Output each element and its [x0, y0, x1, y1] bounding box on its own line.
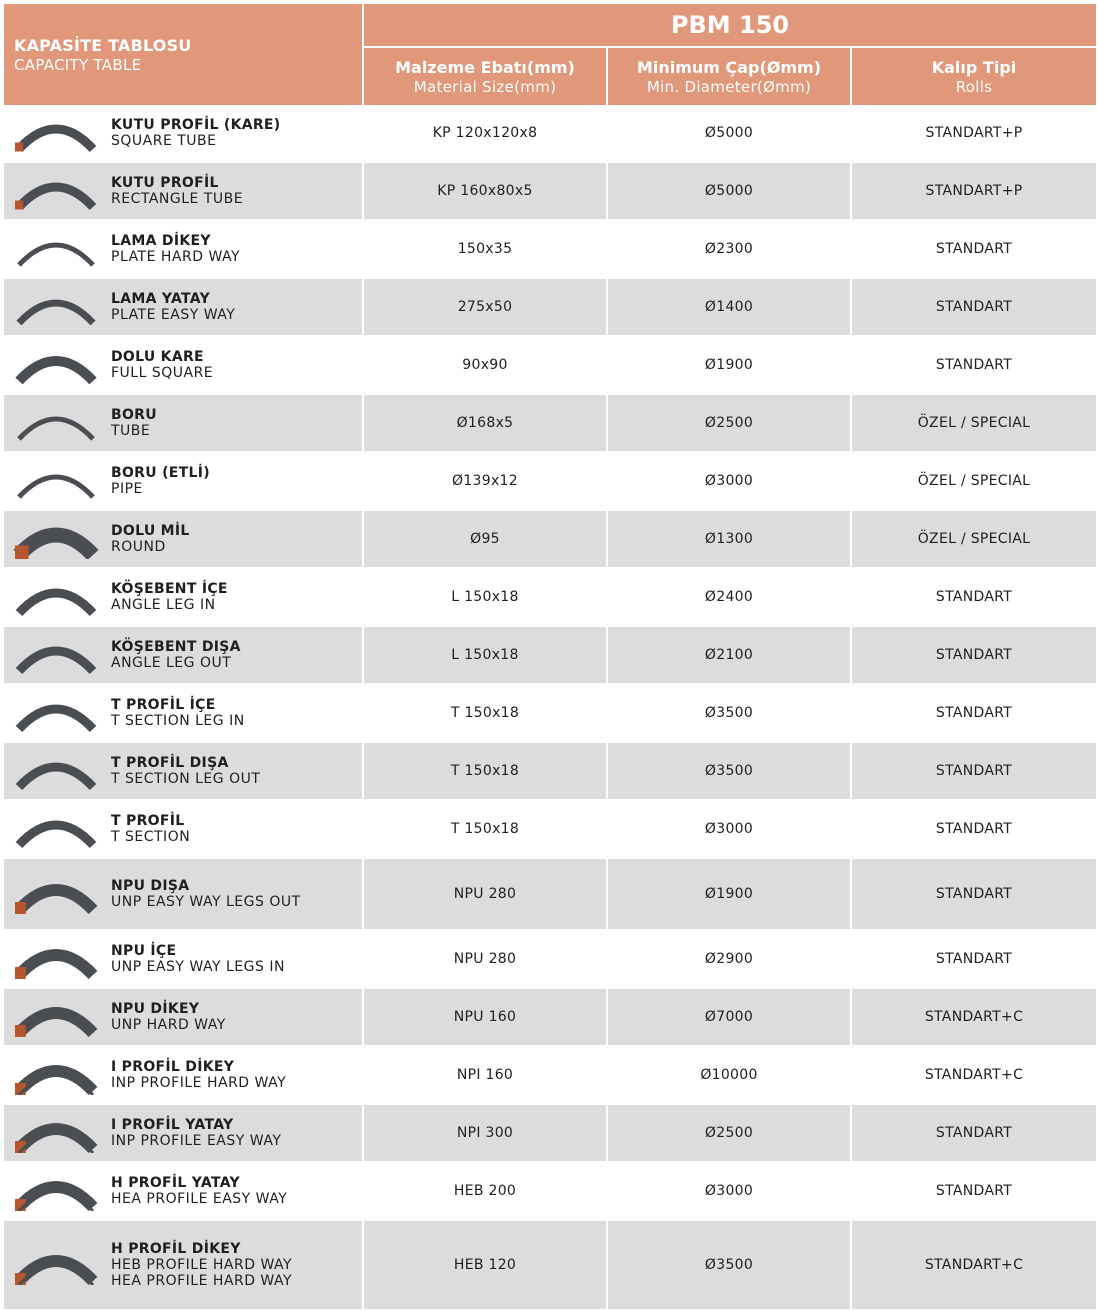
profile-name-en: ANGLE LEG IN — [111, 597, 216, 613]
min-diameter-cell: Ø7000 — [608, 989, 850, 1047]
table-row — [4, 743, 1096, 801]
min-diameter-cell: Ø1900 — [608, 859, 850, 931]
machine-model: PBM 150 — [364, 4, 1096, 48]
profile-name-tr: NPU DIŞA — [111, 878, 190, 894]
profile-name-en: T SECTION LEG OUT — [111, 771, 261, 787]
table-row — [4, 453, 1096, 511]
min-diameter-cell: Ø3500 — [608, 743, 850, 801]
material-size-cell: NPI 160 — [364, 1047, 606, 1105]
profile-name-tr: LAMA YATAY — [111, 291, 211, 307]
profile-cell — [4, 801, 362, 859]
full-square-arc-icon — [13, 345, 99, 385]
roll-type-cell: ÖZEL / SPECIAL — [852, 395, 1096, 453]
min-diameter-cell: Ø3000 — [608, 453, 850, 511]
material-size-cell: NPU 280 — [364, 859, 606, 931]
roll-type-cell: STANDART — [852, 1163, 1096, 1221]
roll-type-cell: STANDART+P — [852, 105, 1096, 163]
min-diameter-cell: Ø3000 — [608, 801, 850, 859]
profile-name-en: UNP HARD WAY — [111, 1017, 226, 1033]
profile-name-tr: DOLU KARE — [111, 349, 204, 365]
profile-name-tr: T PROFİL DIŞA — [111, 755, 229, 771]
profile-cell — [4, 221, 362, 279]
min-diameter-cell: Ø2400 — [608, 569, 850, 627]
angle-leg-in-arc-icon — [13, 577, 99, 617]
profile-name-en: RECTANGLE TUBE — [111, 191, 244, 207]
material-size-cell: 90x90 — [364, 337, 606, 395]
material-size-cell: KP 160x80x5 — [364, 163, 606, 221]
inp-hard-way-arc-icon — [13, 1055, 99, 1095]
material-size-cell: T 150x18 — [364, 685, 606, 743]
table-row — [4, 337, 1096, 395]
material-size-cell: Ø95 — [364, 511, 606, 569]
column-header-diameter-tr: Minimum Çap(Ømm) — [636, 57, 822, 77]
material-size-cell: T 150x18 — [364, 801, 606, 859]
round-bar-arc-icon — [13, 519, 99, 559]
roll-type-cell: STANDART+P — [852, 163, 1096, 221]
profile-name-en: ROUND — [111, 539, 166, 555]
capacity-table — [2, 4, 1098, 1311]
profile-name-tr: H PROFİL YATAY — [111, 1175, 240, 1191]
column-header-diameter — [608, 48, 850, 105]
table-row — [4, 859, 1096, 931]
material-size-cell: L 150x18 — [364, 569, 606, 627]
profile-name-tr: T PROFİL — [111, 813, 185, 829]
roll-type-cell: STANDART+C — [852, 1221, 1096, 1311]
column-header-size-en: Material Size(mm) — [413, 77, 557, 96]
min-diameter-cell: Ø2100 — [608, 627, 850, 685]
unp-legs-out-arc-icon — [13, 874, 99, 914]
profile-cell — [4, 453, 362, 511]
profile-name-en: HEA PROFILE EASY WAY — [111, 1191, 288, 1207]
t-section-arc-icon — [13, 809, 99, 849]
table-row — [4, 989, 1096, 1047]
material-size-cell: 150x35 — [364, 221, 606, 279]
profile-cell — [4, 105, 362, 163]
profile-name-tr: KUTU PROFİL (KARE) — [111, 117, 281, 133]
material-size-cell: L 150x18 — [364, 627, 606, 685]
min-diameter-cell: Ø5000 — [608, 105, 850, 163]
hea-easy-way-arc-icon — [13, 1171, 99, 1211]
material-size-cell: 275x50 — [364, 279, 606, 337]
material-size-cell: KP 120x120x8 — [364, 105, 606, 163]
roll-type-cell: STANDART — [852, 569, 1096, 627]
roll-type-cell: STANDART — [852, 221, 1096, 279]
profile-name-tr: I PROFİL DİKEY — [111, 1059, 235, 1075]
min-diameter-cell: Ø2300 — [608, 221, 850, 279]
table-title — [4, 4, 362, 105]
min-diameter-cell: Ø10000 — [608, 1047, 850, 1105]
plate-easy-way-arc-icon — [13, 287, 99, 327]
profile-cell — [4, 1105, 362, 1163]
inp-easy-way-arc-icon — [13, 1113, 99, 1153]
profile-cell — [4, 395, 362, 453]
table-row — [4, 569, 1096, 627]
material-size-cell: Ø139x12 — [364, 453, 606, 511]
profile-cell — [4, 1047, 362, 1105]
profile-name-tr: LAMA DİKEY — [111, 233, 211, 249]
roll-type-cell: ÖZEL / SPECIAL — [852, 453, 1096, 511]
profile-cell — [4, 989, 362, 1047]
table-row — [4, 395, 1096, 453]
profile-name-tr: BORU (ETLİ) — [111, 465, 210, 481]
profile-cell — [4, 627, 362, 685]
profile-name-en: ANGLE LEG OUT — [111, 655, 232, 671]
profile-name-tr: BORU — [111, 407, 157, 423]
min-diameter-cell: Ø2900 — [608, 931, 850, 989]
plate-hard-way-arc-icon — [13, 229, 99, 269]
profile-cell — [4, 279, 362, 337]
pipe-arc-icon — [13, 461, 99, 501]
min-diameter-cell: Ø1400 — [608, 279, 850, 337]
column-header-size — [364, 48, 606, 105]
profile-cell — [4, 1221, 362, 1311]
profile-name-tr: H PROFİL DİKEY — [111, 1241, 241, 1257]
table-row — [4, 931, 1096, 989]
min-diameter-cell: Ø1900 — [608, 337, 850, 395]
roll-type-cell: STANDART — [852, 627, 1096, 685]
column-header-rolls — [852, 48, 1096, 105]
material-size-cell: NPU 280 — [364, 931, 606, 989]
roll-type-cell: STANDART+C — [852, 989, 1096, 1047]
profile-name-en: INP PROFILE EASY WAY — [111, 1133, 282, 1149]
profile-cell — [4, 337, 362, 395]
tube-arc-icon — [13, 403, 99, 443]
min-diameter-cell: Ø2500 — [608, 395, 850, 453]
roll-type-cell: STANDART — [852, 1105, 1096, 1163]
min-diameter-cell: Ø3500 — [608, 685, 850, 743]
material-size-cell: HEB 200 — [364, 1163, 606, 1221]
profile-name-en: SQUARE TUBE — [111, 133, 217, 149]
profile-name-tr: I PROFİL YATAY — [111, 1117, 234, 1133]
table-row — [4, 1221, 1096, 1311]
roll-type-cell: STANDART — [852, 859, 1096, 931]
table-row — [4, 1163, 1096, 1221]
roll-type-cell: STANDART — [852, 685, 1096, 743]
min-diameter-cell: Ø3500 — [608, 1221, 850, 1311]
profile-name-en: PIPE — [111, 481, 143, 497]
rectangle-tube-arc-icon — [13, 171, 99, 211]
profile-cell — [4, 743, 362, 801]
profile-name-en: T SECTION — [111, 829, 191, 845]
profile-cell — [4, 859, 362, 931]
table-row — [4, 105, 1096, 163]
roll-type-cell: ÖZEL / SPECIAL — [852, 511, 1096, 569]
unp-hard-way-arc-icon — [13, 997, 99, 1037]
column-header-diameter-en: Min. Diameter(Ømm) — [646, 77, 812, 96]
profile-name-en: T SECTION LEG IN — [111, 713, 245, 729]
column-header-rolls-en: Rolls — [955, 77, 993, 96]
profile-cell — [4, 569, 362, 627]
profile-name-en: HEA PROFILE HARD WAY — [111, 1273, 293, 1289]
profile-name-en: FULL SQUARE — [111, 365, 214, 381]
table-row — [4, 685, 1096, 743]
min-diameter-cell: Ø1300 — [608, 511, 850, 569]
table-row — [4, 1047, 1096, 1105]
profile-name-en: TUBE — [111, 423, 151, 439]
table-row — [4, 511, 1096, 569]
profile-name-en: HEB PROFILE HARD WAY — [111, 1257, 293, 1273]
profile-cell — [4, 685, 362, 743]
profile-cell — [4, 163, 362, 221]
material-size-cell: NPI 300 — [364, 1105, 606, 1163]
roll-type-cell: STANDART+C — [852, 1047, 1096, 1105]
roll-type-cell: STANDART — [852, 279, 1096, 337]
table-row — [4, 221, 1096, 279]
profile-name-tr: DOLU MİL — [111, 523, 190, 539]
table-row — [4, 163, 1096, 221]
material-size-cell: Ø168x5 — [364, 395, 606, 453]
material-size-cell: T 150x18 — [364, 743, 606, 801]
table-title-tr: KAPASİTE TABLOSU — [14, 35, 192, 55]
profile-cell — [4, 931, 362, 989]
heb-hard-way-arc-icon — [13, 1245, 99, 1285]
profile-name-tr: KUTU PROFİL — [111, 175, 219, 191]
min-diameter-cell: Ø2500 — [608, 1105, 850, 1163]
t-section-leg-in-arc-icon — [13, 693, 99, 733]
material-size-cell: NPU 160 — [364, 989, 606, 1047]
profile-name-tr: NPU İÇE — [111, 943, 177, 959]
unp-legs-in-arc-icon — [13, 939, 99, 979]
angle-leg-out-arc-icon — [13, 635, 99, 675]
profile-name-tr: NPU DİKEY — [111, 1001, 200, 1017]
profile-name-en: INP PROFILE HARD WAY — [111, 1075, 287, 1091]
roll-type-cell: STANDART — [852, 801, 1096, 859]
min-diameter-cell: Ø5000 — [608, 163, 850, 221]
roll-type-cell: STANDART — [852, 931, 1096, 989]
roll-type-cell: STANDART — [852, 337, 1096, 395]
column-header-size-tr: Malzeme Ebatı(mm) — [395, 57, 575, 77]
table-row — [4, 1105, 1096, 1163]
profile-cell — [4, 511, 362, 569]
profile-cell — [4, 1163, 362, 1221]
table-row — [4, 801, 1096, 859]
material-size-cell: HEB 120 — [364, 1221, 606, 1311]
column-header-rolls-tr: Kalıp Tipi — [931, 57, 1017, 77]
table-row — [4, 627, 1096, 685]
min-diameter-cell: Ø3000 — [608, 1163, 850, 1221]
profile-name-en: UNP EASY WAY LEGS OUT — [111, 894, 301, 910]
profile-name-tr: KÖŞEBENT DIŞA — [111, 639, 241, 655]
t-section-leg-out-arc-icon — [13, 751, 99, 791]
profile-name-en: PLATE HARD WAY — [111, 249, 241, 265]
profile-name-en: PLATE EASY WAY — [111, 307, 236, 323]
table-row — [4, 279, 1096, 337]
profile-name-tr: KÖŞEBENT İÇE — [111, 581, 228, 597]
roll-type-cell: STANDART — [852, 743, 1096, 801]
square-tube-arc-icon — [13, 113, 99, 153]
profile-name-en: UNP EASY WAY LEGS IN — [111, 959, 285, 975]
profile-name-tr: T PROFİL İÇE — [111, 697, 216, 713]
table-title-en: CAPACITY TABLE — [14, 55, 142, 74]
